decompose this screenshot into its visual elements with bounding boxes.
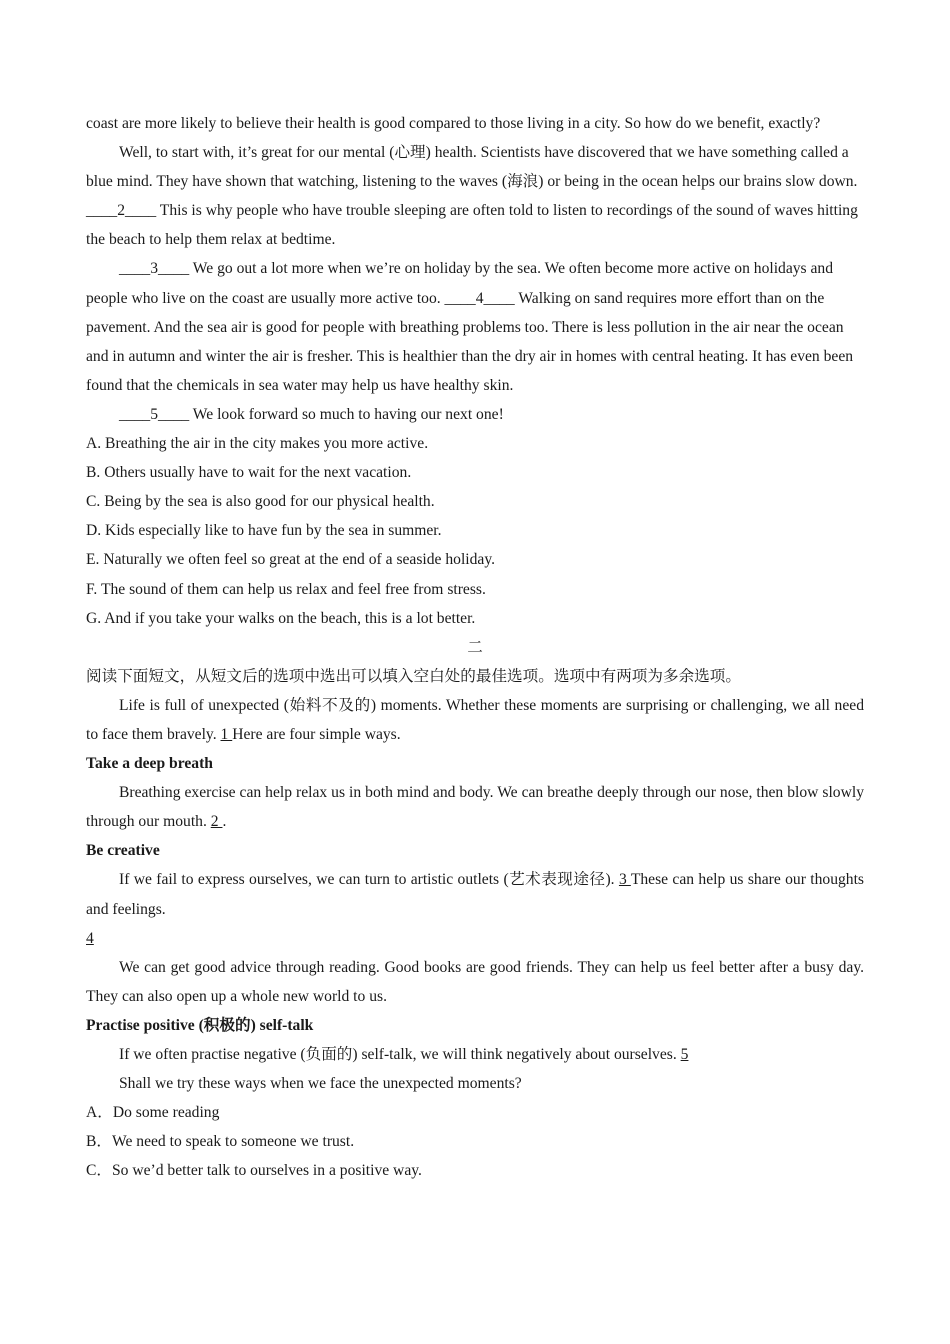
paragraph-intro: coast are more likely to believe their health is good compared to those living in a city. So how do we benefit, exactly? — [86, 115, 821, 132]
paragraph-physical-health: ____3____ We go out a lot more when we’re on holiday by the sea. We often become more active on holidays and people who live on the coast are usually more active too. ____4____ Walking on sand requires more effort than on the pavement. And the sea air is good for people with breathing problems too. There is less pollution in the air near the ocean and in autumn and winter the air is fresher. This is healthier than the dry air in homes with central heating. It has even been found that the chemicals in sea water may help us have healthy skin. — [86, 260, 854, 394]
option-g: G. And if you take your walks on the beach, this is a lot better. — [86, 609, 476, 627]
paragraph-closing: Shall we try these ways when we face the unexpected moments? — [119, 1075, 522, 1093]
blank-5: 5 — [680, 1046, 689, 1063]
heading-creative: Be creative — [86, 842, 160, 860]
blank-1: 1 — [220, 725, 233, 743]
section-instruction: 阅读下面短文，从短文后的选项中选出可以填入空白处的最佳选项。选项中有两项为多余选项。 — [86, 667, 741, 685]
self-talk-text: If we often practise negative (负面的) self-talk, we will think negatively about ourselves. — [119, 1046, 681, 1063]
paragraph-mental-health: Well, to start with, it’s great for our mental (心理) health. Scientists have discovered that we have something called a blue mind. They have shown that watching, listening to the waves (海浪) or being in the ocean helps our brains slow down. ____2____ This is why people who have trouble sleeping are often told to listen to recordings of the sound of waves hitting the beach to help them relax at bedtime. — [86, 144, 858, 249]
blank-4: 4 — [86, 929, 94, 947]
option-f: F. The sound of them can help us relax and feel free from stress. — [86, 580, 486, 598]
paragraph-breath — [86, 778, 864, 836]
paragraph-reading: We can get good advice through reading. Good books are good friends. They can help us feel better after a busy day. They can also open up a whole new world to us. — [86, 958, 864, 1005]
option-a: A. Breathing the air in the city makes you more active. — [86, 435, 429, 453]
heading-blank-4 — [86, 924, 864, 953]
life-text: Life is full of unexpected (始料不及的) moments. Whether these moments are surprising or challenging, we all need to face them bravely. — [86, 696, 864, 743]
option2-b: B．We need to speak to someone we trust. — [86, 1133, 355, 1151]
option-b: B. Others usually have to wait for the next vacation. — [86, 464, 412, 482]
life-text-end: Here are four simple ways. — [232, 725, 401, 743]
section-number: 二 — [467, 638, 483, 656]
document-page — [86, 109, 864, 1185]
option-c: C. Being by the sea is also good for our physical health. — [86, 493, 435, 511]
option2-c: C．So we’d better talk to ourselves in a positive way. — [86, 1162, 422, 1180]
paragraph-life — [86, 691, 864, 749]
heading-self-talk: Practise positive (积极的) self-talk — [86, 1016, 314, 1034]
paragraph-ending: ____5____ We look forward so much to having our next one! — [119, 405, 504, 423]
option2-a: A．Do some reading — [86, 1104, 220, 1122]
option-d: D. Kids especially like to have fun by the sea in summer. — [86, 522, 442, 540]
creative-text: If we fail to express ourselves, we can turn to artistic outlets (艺术表现途径). — [119, 871, 619, 889]
blank-3: 3 — [618, 871, 631, 889]
breath-text-end: . — [222, 813, 227, 831]
paragraph-creative — [86, 865, 864, 923]
option-e: E. Naturally we often feel so great at the end of a seaside holiday. — [86, 551, 496, 569]
blank-2: 2 — [210, 813, 223, 831]
creative-text-end: These can help us share our thoughts and feelings. — [86, 871, 864, 918]
heading-deep-breath: Take a deep breath — [86, 755, 213, 773]
breath-text: Breathing exercise can help relax us in both mind and body. We can breathe deeply through our nose, then blow slowly through our mouth. — [86, 784, 864, 831]
paragraph-self-talk — [86, 1040, 864, 1069]
